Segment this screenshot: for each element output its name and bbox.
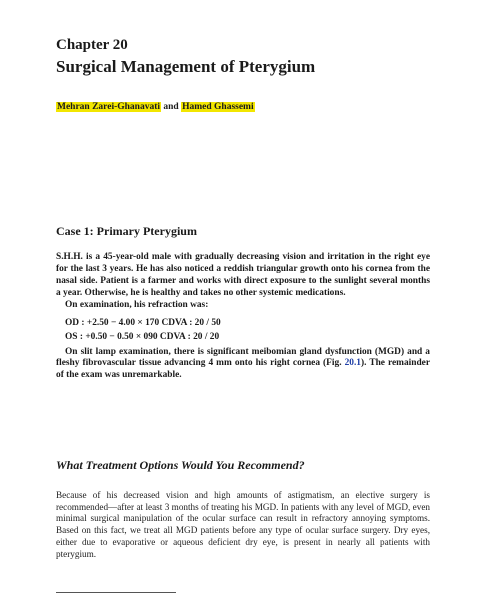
case-paragraph-history: S.H.H. is a 45-year-old male with gradually decreasing vision and irritation in the right eye for the last 3 years. He has also noticed a reddish triangular growth onto his cornea from the nasal side. Patient is a farmer and works with direct exposure to the sunlight several months a year. Otherwise, he is healthy and takes no other systemic medications. [56, 252, 430, 298]
figure-reference-link[interactable]: 20.1 [344, 358, 361, 369]
case-paragraph-exam-intro: On examination, his refraction was: [65, 299, 209, 310]
author-conjunction: and [161, 102, 182, 112]
treatment-answer [56, 490, 430, 560]
author-name-2: Hamed Ghassemi [182, 102, 254, 112]
author-name-1: Mehran Zarei-Ghanavati [57, 102, 161, 112]
case-paragraph-slit-lamp [56, 347, 430, 383]
footnote-divider [56, 592, 176, 593]
case-heading: Case 1: Primary Pterygium [56, 224, 197, 238]
slit-lamp-text-after: ). The remainder of the exam was unremarkable. [56, 358, 430, 381]
slit-lamp-text-before: On slit lamp examination, there is significant meibomian gland dysfunction (MGD) and a fleshy fibrovascular tissue advancing 4 mm onto his right cornea (Fig. [56, 346, 430, 369]
author-line [56, 101, 255, 114]
case-description [56, 252, 430, 382]
treatment-paragraph: Because of his decreased vision and high amounts of astigmatism, an elective surgery is recommended—after at least 3 months of treating his MGD. In patients with any level of MGD, even minimal surgical manipulation of the ocular surface can result in refractory annoying symptoms. Based on this fact, we treat all MGD patients before any type of ocular surface surgery. Dry eyes, either due to evaporative or aqueous deficient dry eye, is present in nearly all patients with pterygium. [56, 490, 430, 559]
refraction-block [65, 316, 430, 344]
refraction-os: OS : +0.50 − 0.50 × 090 CDVA : 20 / 20 [65, 331, 220, 342]
refraction-od: OD : +2.50 − 4.00 × 170 CDVA : 20 / 50 [65, 317, 221, 328]
section-question-heading: What Treatment Options Would You Recommend? [56, 458, 305, 472]
chapter-number: Chapter 20 [56, 37, 128, 53]
chapter-title: Surgical Management of Pterygium [56, 57, 316, 76]
